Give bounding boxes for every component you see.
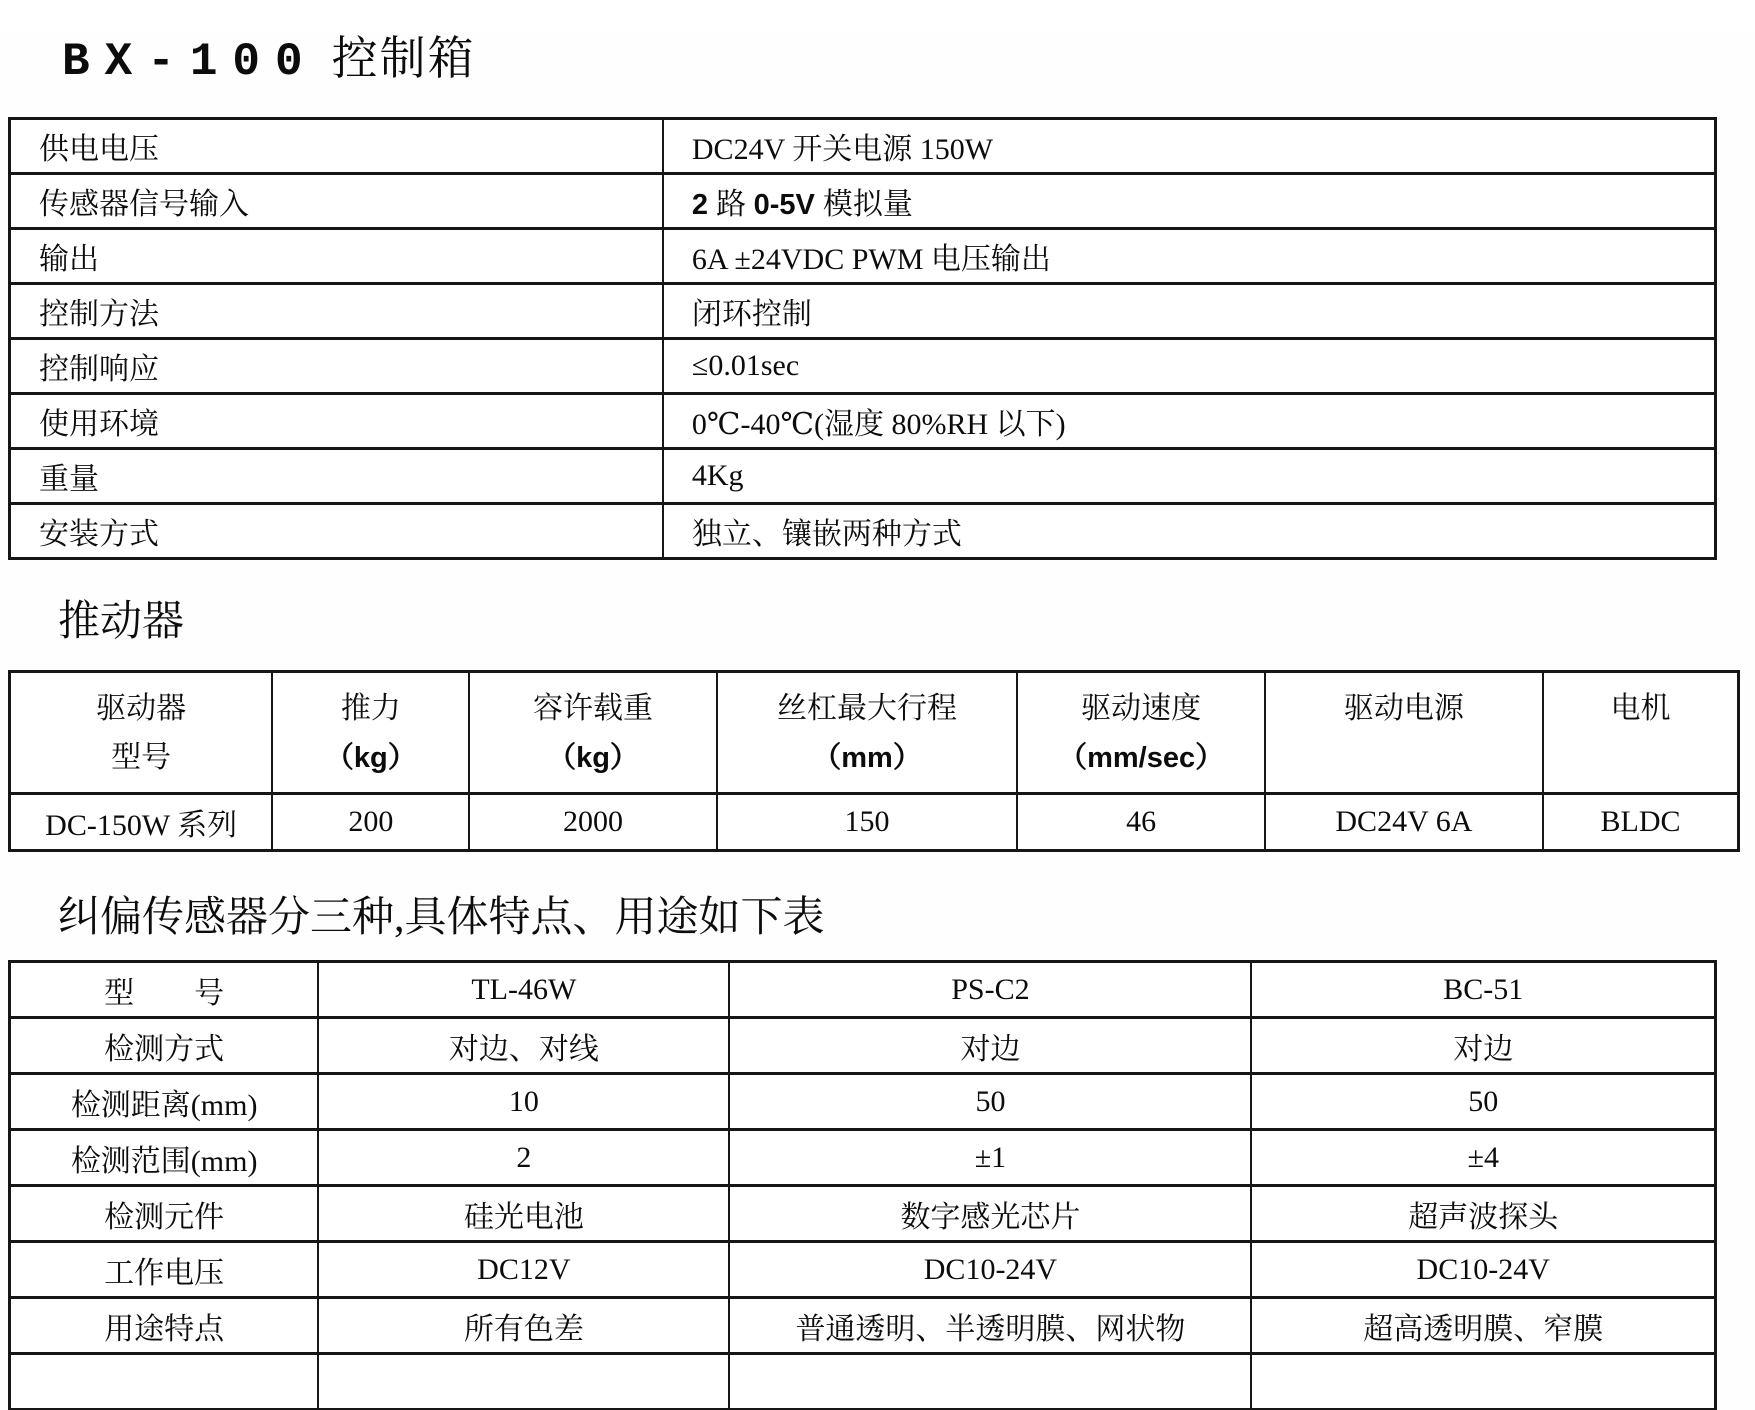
sensor-value-cell: 10 [318, 1074, 729, 1130]
spec-value-cell: 闭环控制 [663, 284, 1716, 339]
pusher-table [8, 670, 1740, 852]
sensor-value-cell: 硅光电池 [318, 1186, 729, 1242]
spec-label-cell: 供电电压 [10, 119, 663, 174]
spec-row [10, 339, 1716, 394]
sensor-row-label: 型 号 [10, 962, 319, 1018]
spec-value-cell: 0℃-40℃(湿度 80%RH 以下) [663, 394, 1716, 449]
header-line2: （kg） [547, 742, 639, 774]
sensor-value-cell: 对边、对线 [318, 1018, 729, 1074]
spec-row [10, 119, 1716, 174]
spec-value-cell: 独立、镶嵌两种方式 [663, 504, 1716, 559]
sensor-row-label: 工作电压 [10, 1242, 319, 1298]
page-title-model: BX-100 [62, 36, 318, 88]
header-line1: 驱动器 [96, 692, 187, 725]
pusher-data-row [10, 794, 1739, 851]
value-segment: 模拟量 [822, 188, 913, 221]
sensor-row-label: 检测距离(mm) [10, 1074, 319, 1130]
spec-row [10, 229, 1716, 284]
pusher-column-header [10, 672, 273, 794]
sensor-value-cell: BC-51 [1251, 962, 1715, 1018]
sensor-value-cell: 对边 [729, 1018, 1251, 1074]
document-page [0, 30, 1755, 1410]
pusher-data-cell: DC-150W 系列 [10, 794, 273, 851]
header-line1: 电机 [1610, 692, 1671, 725]
sensor-value-cell: 数字感光芯片 [729, 1186, 1251, 1242]
spec-label-cell: 输出 [10, 229, 663, 284]
sensor-row [10, 962, 1716, 1018]
spec-value-cell: ≤0.01sec [663, 339, 1716, 394]
sensor-value-cell: 50 [1251, 1074, 1715, 1130]
sensor-value-cell: TL-46W [318, 962, 729, 1018]
header-line1: 容许载重 [533, 692, 653, 725]
sensor-value-cell: 对边 [1251, 1018, 1715, 1074]
value-segment-sans: 0-5V [753, 189, 823, 221]
sensor-comparison-table [8, 960, 1717, 1410]
spec-label-cell: 控制响应 [10, 339, 663, 394]
spec-label-cell: 重量 [10, 449, 663, 504]
pusher-data-cell: DC24V 6A [1265, 794, 1543, 851]
sensor-value-cell: 50 [729, 1074, 1251, 1130]
pusher-column-header [1543, 672, 1738, 794]
pusher-data-cell: 150 [717, 794, 1018, 851]
pusher-data-cell: 2000 [469, 794, 716, 851]
pusher-column-header [717, 672, 1018, 794]
spec-label-cell: 控制方法 [10, 284, 663, 339]
control-box-spec-table [8, 117, 1717, 560]
pusher-column-header [272, 672, 469, 794]
sensor-value-cell: DC10-24V [1251, 1242, 1715, 1298]
sensor-value-cell: ±4 [1251, 1130, 1715, 1186]
pusher-data-cell: 46 [1017, 794, 1264, 851]
spec-value-cell [663, 174, 1716, 229]
sensor-row [10, 1354, 1716, 1410]
spec-value-cell: 4Kg [663, 449, 1716, 504]
page-title-name: 控制箱 [331, 33, 476, 84]
pusher-column-header [1265, 672, 1543, 794]
header-line2: 型号 [111, 741, 172, 774]
sensor-value-cell: DC12V [318, 1242, 729, 1298]
sensor-row-label [10, 1354, 319, 1410]
sensor-row [10, 1298, 1716, 1354]
header-line1: 驱动速度 [1081, 692, 1202, 725]
sensor-row [10, 1018, 1716, 1074]
header-line2: （kg） [324, 742, 417, 774]
value-segment: 路 [716, 188, 754, 221]
page-title [62, 30, 1755, 91]
header-line1: 丝杠最大行程 [777, 692, 958, 725]
header-line2: （mm） [812, 742, 922, 774]
pusher-column-header [469, 672, 716, 794]
spec-value-cell: 6A ±24VDC PWM 电压输出 [663, 229, 1716, 284]
sensor-section-heading: 纠偏传感器分三种,具体特点、用途如下表 [58, 895, 825, 941]
sensor-value-cell: 2 [318, 1130, 729, 1186]
spec-row [10, 504, 1716, 559]
sensor-row-label: 用途特点 [10, 1298, 319, 1354]
sensor-value-cell: PS-C2 [729, 962, 1251, 1018]
sensor-row-label: 检测方式 [10, 1018, 319, 1074]
spec-label-cell: 使用环境 [10, 394, 663, 449]
spec-row [10, 174, 1716, 229]
pusher-column-header [1017, 672, 1264, 794]
sensor-row [10, 1242, 1716, 1298]
sensor-value-cell [1251, 1354, 1715, 1410]
spec-value-cell: DC24V 开关电源 150W [663, 119, 1716, 174]
sensor-value-cell: DC10-24V [729, 1242, 1251, 1298]
pusher-section-heading: 推动器 [58, 599, 185, 645]
spec-row [10, 284, 1716, 339]
pusher-data-cell: BLDC [1543, 794, 1738, 851]
sensor-value-cell: 超声波探头 [1251, 1186, 1715, 1242]
sensor-value-cell: 所有色差 [318, 1298, 729, 1354]
sensor-row-label: 检测范围(mm) [10, 1130, 319, 1186]
header-line1: 推力 [340, 692, 401, 725]
pusher-data-cell: 200 [272, 794, 469, 851]
sensor-row [10, 1130, 1716, 1186]
value-segment-sans: 2 [691, 189, 717, 221]
sensor-value-cell [729, 1354, 1251, 1410]
sensor-value-cell: 超高透明膜、窄膜 [1251, 1298, 1715, 1354]
sensor-row [10, 1186, 1716, 1242]
spec-row [10, 394, 1716, 449]
sensor-value-cell: ±1 [729, 1130, 1251, 1186]
spec-row [10, 449, 1716, 504]
header-line2: （mm/sec） [1058, 742, 1225, 774]
header-line1: 驱动电源 [1343, 692, 1464, 725]
spec-label-cell: 安装方式 [10, 504, 663, 559]
sensor-value-cell: 普通透明、半透明膜、网状物 [729, 1298, 1251, 1354]
sensor-value-cell [318, 1354, 729, 1410]
sensor-row-label: 检测元件 [10, 1186, 319, 1242]
spec-label-cell: 传感器信号输入 [10, 174, 663, 229]
sensor-row [10, 1074, 1716, 1130]
pusher-header-row [10, 672, 1739, 794]
